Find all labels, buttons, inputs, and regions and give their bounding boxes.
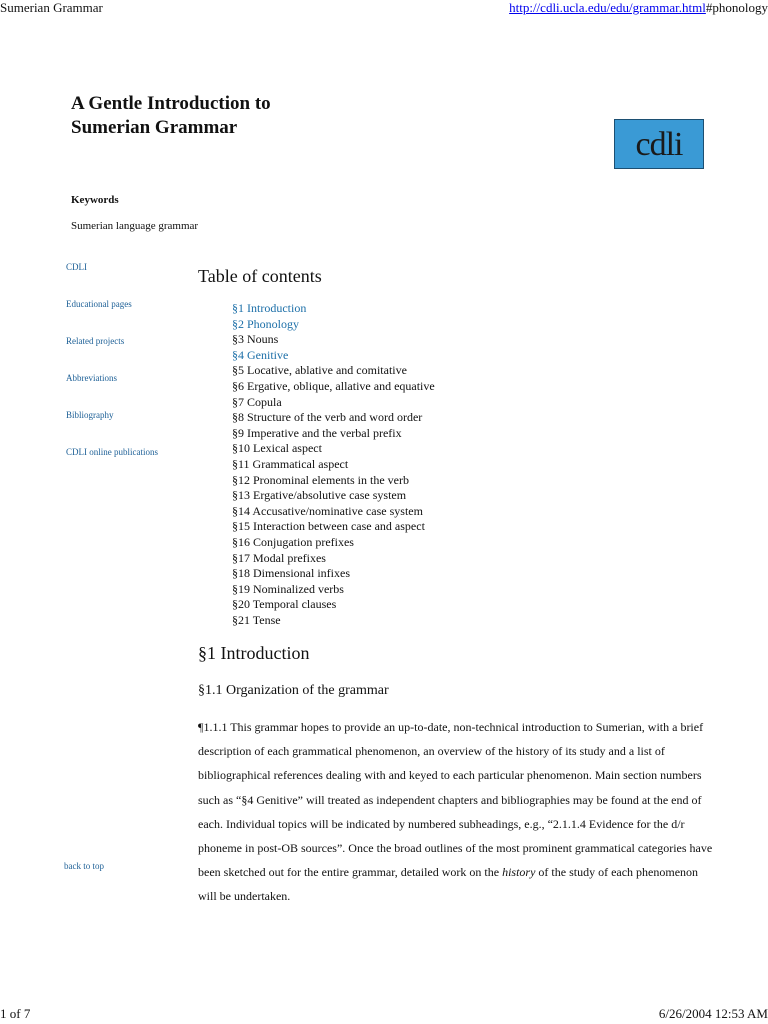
toc-item-label: §9 Imperative and the verbal prefix (232, 425, 402, 440)
sidebar-link-cdli[interactable]: CDLI (66, 262, 87, 272)
title-line-2: Sumerian Grammar (71, 117, 238, 138)
toc-item (232, 566, 435, 582)
toc-item-label: §13 Ergative/absolutive case system (232, 488, 407, 503)
sidebar-link-cdli-online-publications[interactable]: CDLI online publications (66, 447, 158, 457)
toc-item (232, 488, 435, 504)
sidebar-link-educational-pages[interactable]: Educational pages (66, 299, 132, 309)
toc-item (232, 613, 435, 629)
section-title: §1 Introduction (198, 643, 310, 663)
paragraph-emphasis: history (502, 865, 536, 880)
toc-item-label: §15 Interaction between case and aspect (232, 519, 425, 534)
toc-item (232, 426, 435, 442)
toc-item-label: §8 Structure of the verb and word order (232, 410, 423, 425)
toc-item-label: §6 Ergative, oblique, allative and equative (232, 378, 435, 393)
toc-item-label: §11 Grammatical aspect (232, 456, 349, 471)
toc-item (232, 395, 435, 411)
intro-paragraph (198, 715, 716, 909)
toc-item (232, 551, 435, 567)
toc-item (232, 410, 435, 426)
toc-item (232, 582, 435, 598)
print-footer-page-count: 1 of 7 (0, 1006, 31, 1021)
keywords-value: Sumerian language grammar (71, 220, 199, 232)
toc-item (232, 441, 435, 457)
sidebar-link-related-projects[interactable]: Related projects (66, 336, 125, 346)
toc-item[interactable] (232, 317, 435, 333)
sidebar-link-abbreviations[interactable]: Abbreviations (66, 373, 117, 383)
toc-title: Table of contents (198, 266, 322, 286)
paragraph-text-start: ¶1.1.1 This grammar hopes to provide an up-to-date, non-technical introduction to Sumerian, with a brief description of each grammatical phenomenon, an overview of the history of its study and a list of bibliographical references dealing with and keyed to each particular phenomenon. Main section numbers such as “§4 Genitive” will treated as independent chapters and bibliographies may be found at the end of each. Individual topics will be indicated by numbered subheadings, e.g., “2.1.1.4 Evidence for the d/r phoneme in post-OB sources”. Once the broad outlines of the most prominent grammatical categories have been sketched out for the entire grammar, detailed work on the (198, 720, 713, 880)
toc-item-label: §21 Tense (232, 612, 281, 627)
back-to-top-link[interactable]: back to top (64, 861, 104, 871)
toc-item (232, 473, 435, 489)
toc-item-label: §3 Nouns (232, 332, 279, 347)
toc-item-label: §7 Copula (232, 394, 282, 409)
toc-item-label: §1 Introduction (232, 301, 307, 315)
toc-item-label: §10 Lexical aspect (232, 441, 322, 456)
toc-item (232, 597, 435, 613)
sidebar-link-bibliography[interactable]: Bibliography (66, 410, 114, 420)
toc-item-label: §2 Phonology (232, 316, 300, 331)
print-header-page-title: Sumerian Grammar (0, 0, 103, 15)
toc-item-label: §12 Pronominal elements in the verb (232, 472, 409, 487)
document-title (71, 92, 391, 140)
print-header-url (509, 0, 768, 16)
print-footer-timestamp: 6/26/2004 12:53 AM (658, 1006, 768, 1021)
toc-item-label: §19 Nominalized verbs (232, 581, 344, 596)
toc-item-label: §18 Dimensional infixes (232, 566, 350, 581)
toc-item-label: §4 Genitive (232, 347, 289, 362)
toc-item (232, 535, 435, 551)
toc-item-label: §16 Conjugation prefixes (232, 534, 354, 549)
toc-item (232, 504, 435, 520)
paragraph-text-end: of the study of each phenomenon will be undertaken. (198, 865, 699, 904)
toc-item-label: §20 Temporal clauses (232, 597, 337, 612)
title-line-1: A Gentle Introduction to (71, 93, 271, 114)
toc-item (232, 379, 435, 395)
toc-item (232, 363, 435, 379)
toc-item-label: §5 Locative, ablative and comitative (232, 363, 407, 378)
toc-item (232, 332, 435, 348)
cdli-logo: cdli (614, 119, 704, 169)
keywords-heading: Keywords (71, 194, 119, 206)
toc-list (232, 301, 435, 628)
toc-item[interactable] (232, 348, 435, 364)
toc-item-label: §14 Accusative/nominative case system (232, 503, 423, 518)
url-fragment: #phonology (705, 0, 768, 15)
toc-item[interactable] (232, 301, 435, 317)
toc-item-label: §17 Modal prefixes (232, 550, 326, 565)
url-link[interactable]: http://cdli.ucla.edu/edu/grammar.html (509, 0, 706, 15)
toc-item (232, 519, 435, 535)
toc-item (232, 457, 435, 473)
subsection-title: §1.1 Organization of the grammar (198, 683, 389, 698)
